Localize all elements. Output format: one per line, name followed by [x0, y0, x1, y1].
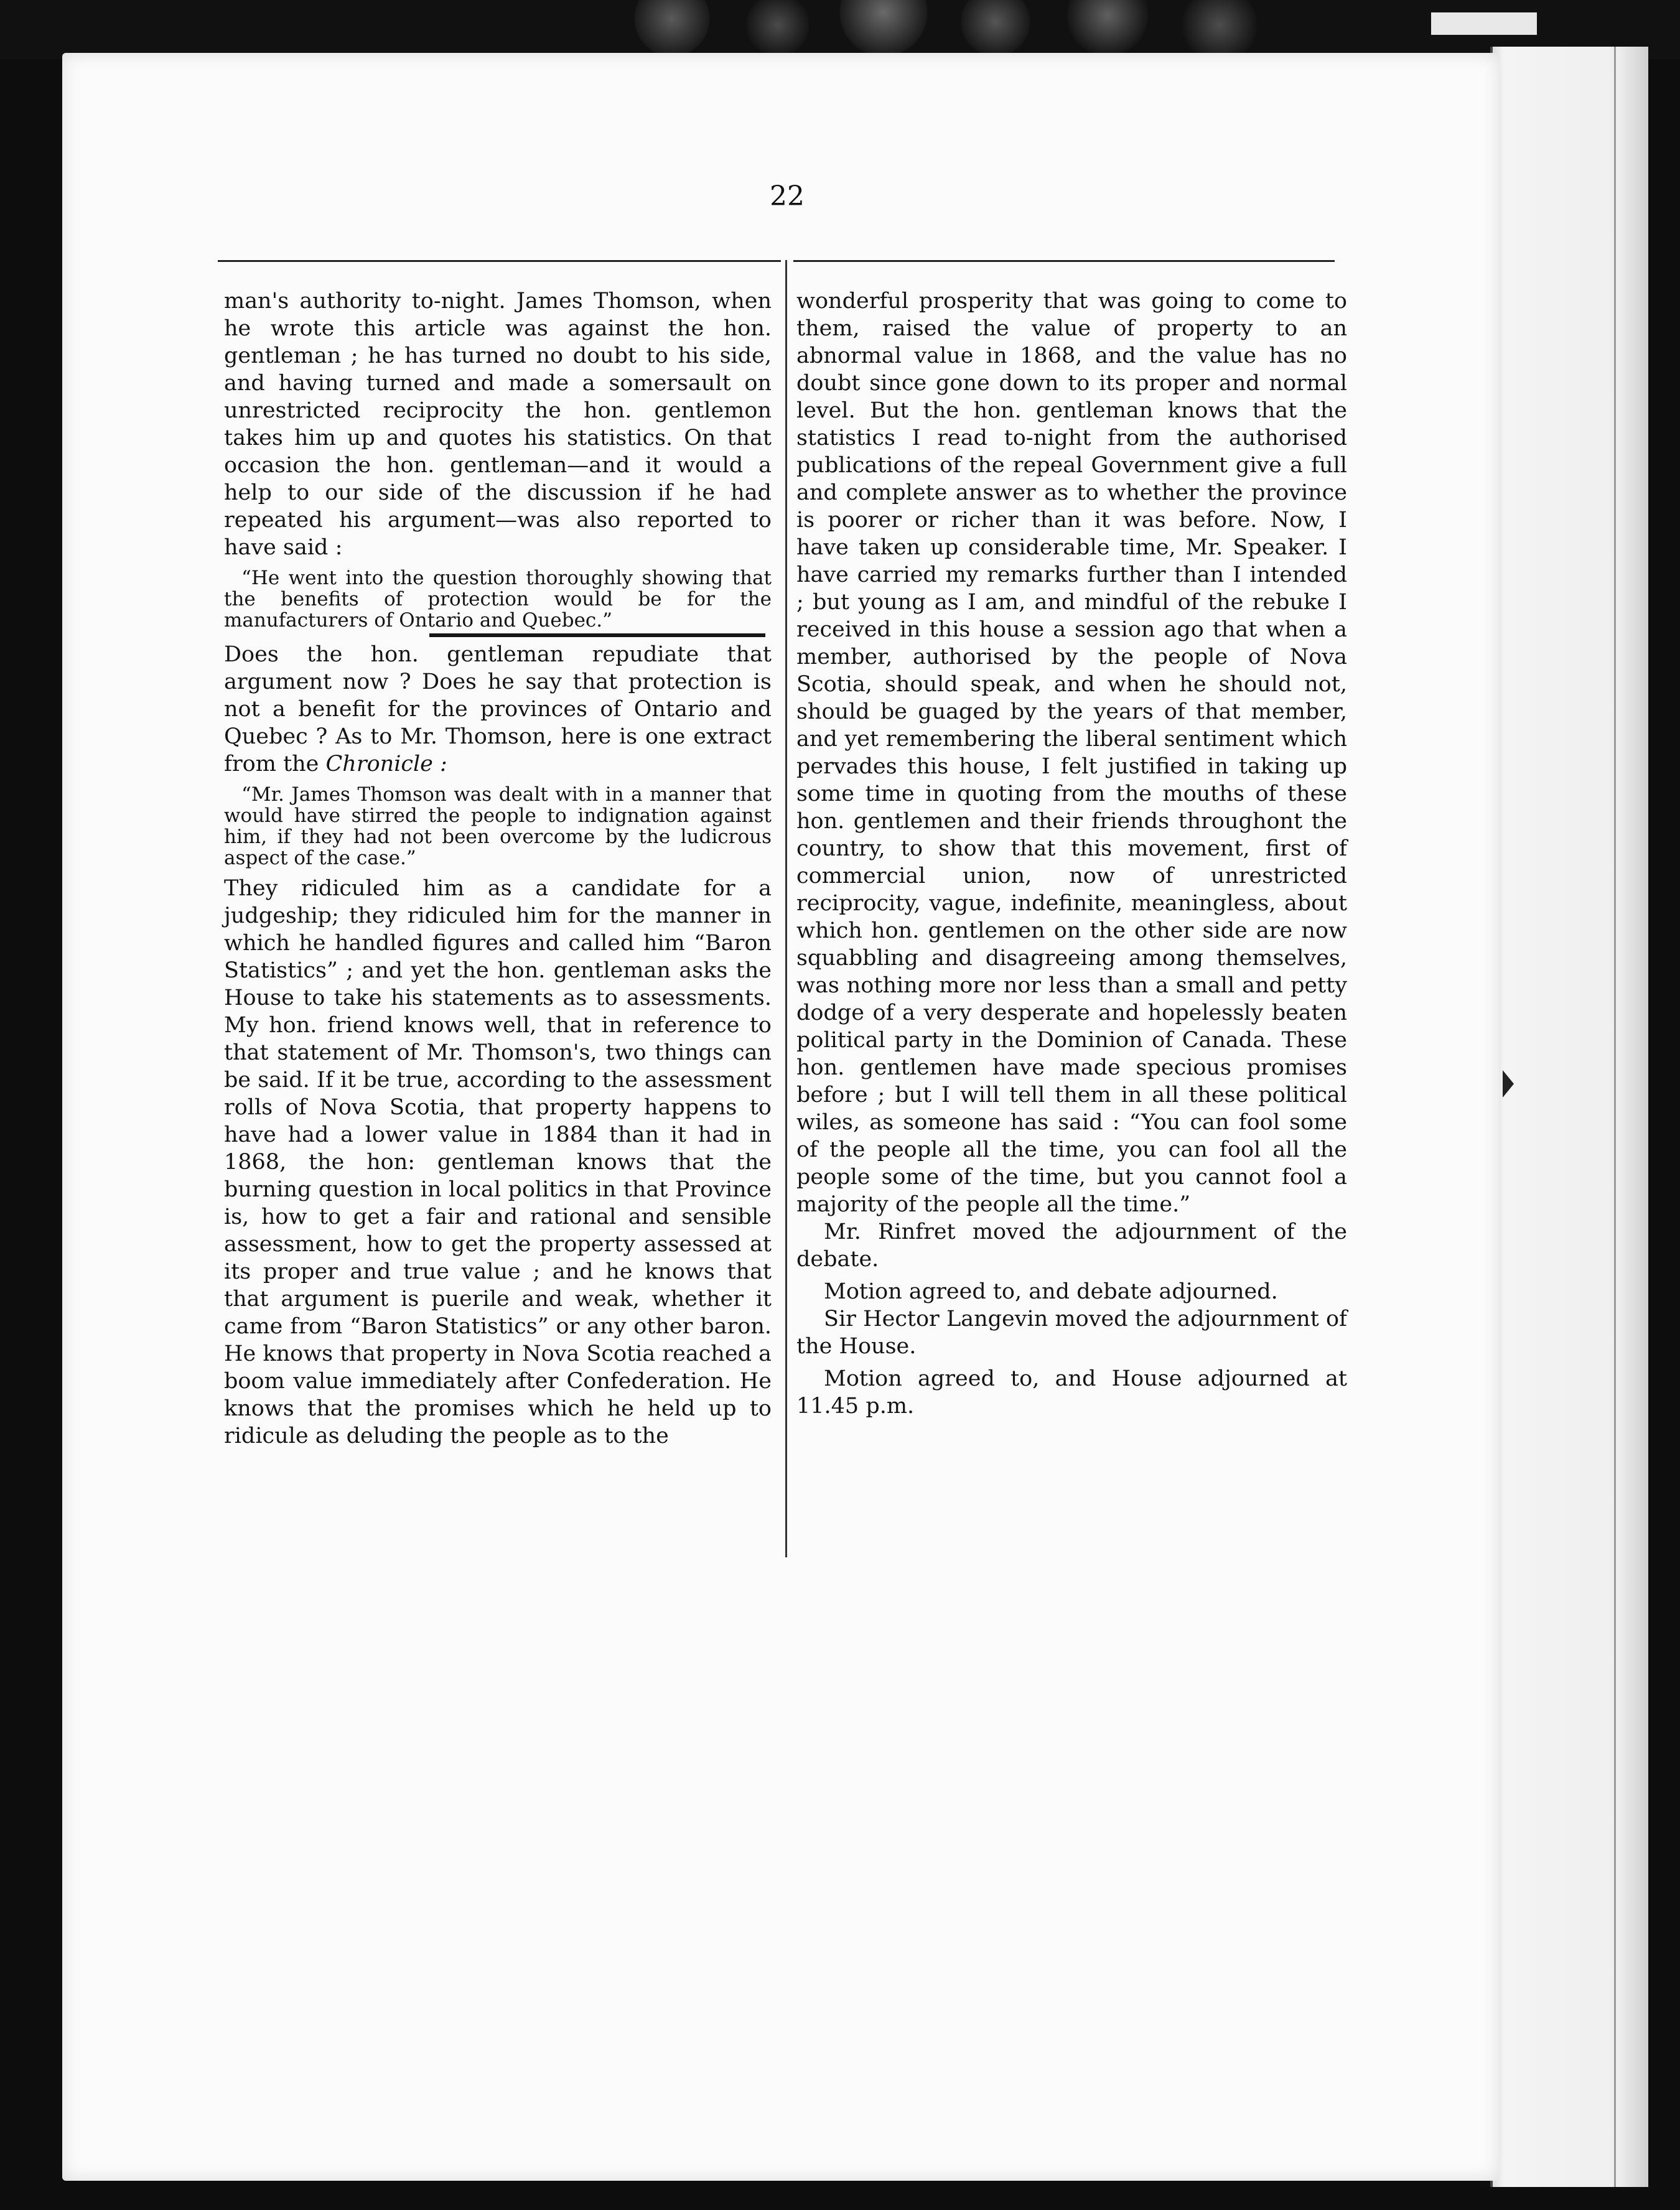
header-rule-right [793, 260, 1335, 262]
paragraph [224, 641, 772, 778]
column-divider [785, 260, 787, 1557]
ink-rule [429, 633, 765, 637]
background-pattern [0, 0, 1680, 59]
paragraph: They ridiculed him as a candidate for a judgeship; they ridiculed him for the manner in which he handled figures and called him “Baron Statistics” ; and yet the hon. gentleman asks the House to take his statements as to assessments. My hon. friend knows well, that in reference to that statement of Mr. Thomson's, two things can be said. If it be true, according to the assessment rolls of Nova Scotia, that property happens to have had a lower value in 1884 than it had in 1868, the hon: gentleman knows that the burning question in local politics in that Province is, how to get a fair and rational and sensible assessment, how to get the property assessed at its proper and true value ; and he knows that that argument is puerile and weak, whether it came from “Baron Statistics” or any other baron. He knows that property in Nova Scotia reached a boom value immediately after Confederation. He knows that the promises which he held up to ridicule as deluding the people as to the [224, 876, 772, 1448]
page-edge [1490, 47, 1648, 2187]
paper-strip [1431, 12, 1537, 35]
paragraph: Motion agreed to, and House adjourned at 11.45 p.m. [796, 1366, 1347, 1419]
paragraph: man's authority to-night. James Thomson, when he wrote this article was against the hon. gentleman ; he has turned no doubt to his side, and having turned and made a somersault on unrestricted reciprocity the hon. gentlemon takes him up and quotes his statistics. On that occasion the hon. gentleman—and it would a help to our side of the discussion if he had repeated his argument—was also reported to have said : [224, 289, 772, 560]
block-quote: “He went into the question thoroughly showing that the benefits of protection would be for the manufacturers of Ontario and Quebec.” [224, 567, 772, 632]
paragraph: wonderful prosperity that was going to come to them, raised the value of property to an abnormal value in 1868, and the value has no doubt since gone down to its proper and normal level. But the hon. gentleman knows that the statistics I read to-night from the authorised publications of the repeal Government give a full and complete answer as to whether the province is poorer or richer than it was before. Now, I have taken up considerable time, Mr. Speaker. I have carried my remarks further than I intended ; but young as I am, and mindful of the rebuke I received in this house a session ago that when a member, authorised by the people of Nova Scotia, should speak, and when he should not, should be guaged by the years of that member, and yet remembering the liberal sentiment which pervades this house, I felt justified in taking up some time in quoting from the mouths of these hon. gentlemen and their friends throughont the country, to show that this movement, first of commercial union, now of unrestricted reciprocity, vague, indefinite, meaningless, about which hon. gentlemen on the other side are now squabbling and disagreeing among themselves, was nothing more nor less than a small and petty dodge of a very desperate and hopelessly beaten political party in the Dominion of Canada. These hon. gentlemen have made specious promises before ; but I will tell them in all these political wiles, as someone has said : “You can fool some of the people all the time, you can fool all the people some of the time, but you cannot fool a majority of the people all the time.” [796, 289, 1347, 1217]
page-number: 22 [770, 180, 805, 212]
left-column [224, 287, 772, 1450]
paragraph: Motion agreed to, and debate adjourned. [824, 1279, 1278, 1304]
right-column [796, 287, 1347, 1420]
paragraph-text: Does the hon. gentleman repudiate that argument now ? Does he say that protection is not a benefit for the provinces of Ontario and Quebec ? As to Mr. Thomson, here is one extract from the [224, 642, 772, 776]
paragraph: Sir Hector Langevin moved the adjournment of the House. [796, 1307, 1347, 1359]
block-quote: “Mr. James Thomson was dealt with in a manner that would have stirred the people to indignation against him, if they had not been overcome by the ludicrous aspect of the case.” [224, 783, 772, 869]
source-name: Chronicle : [325, 752, 447, 776]
page-notch [1503, 1070, 1514, 1098]
page-fold [1614, 47, 1616, 2187]
paragraph: Mr. Rinfret moved the adjournment of the debate. [796, 1219, 1347, 1272]
header-rule-left [218, 260, 781, 262]
